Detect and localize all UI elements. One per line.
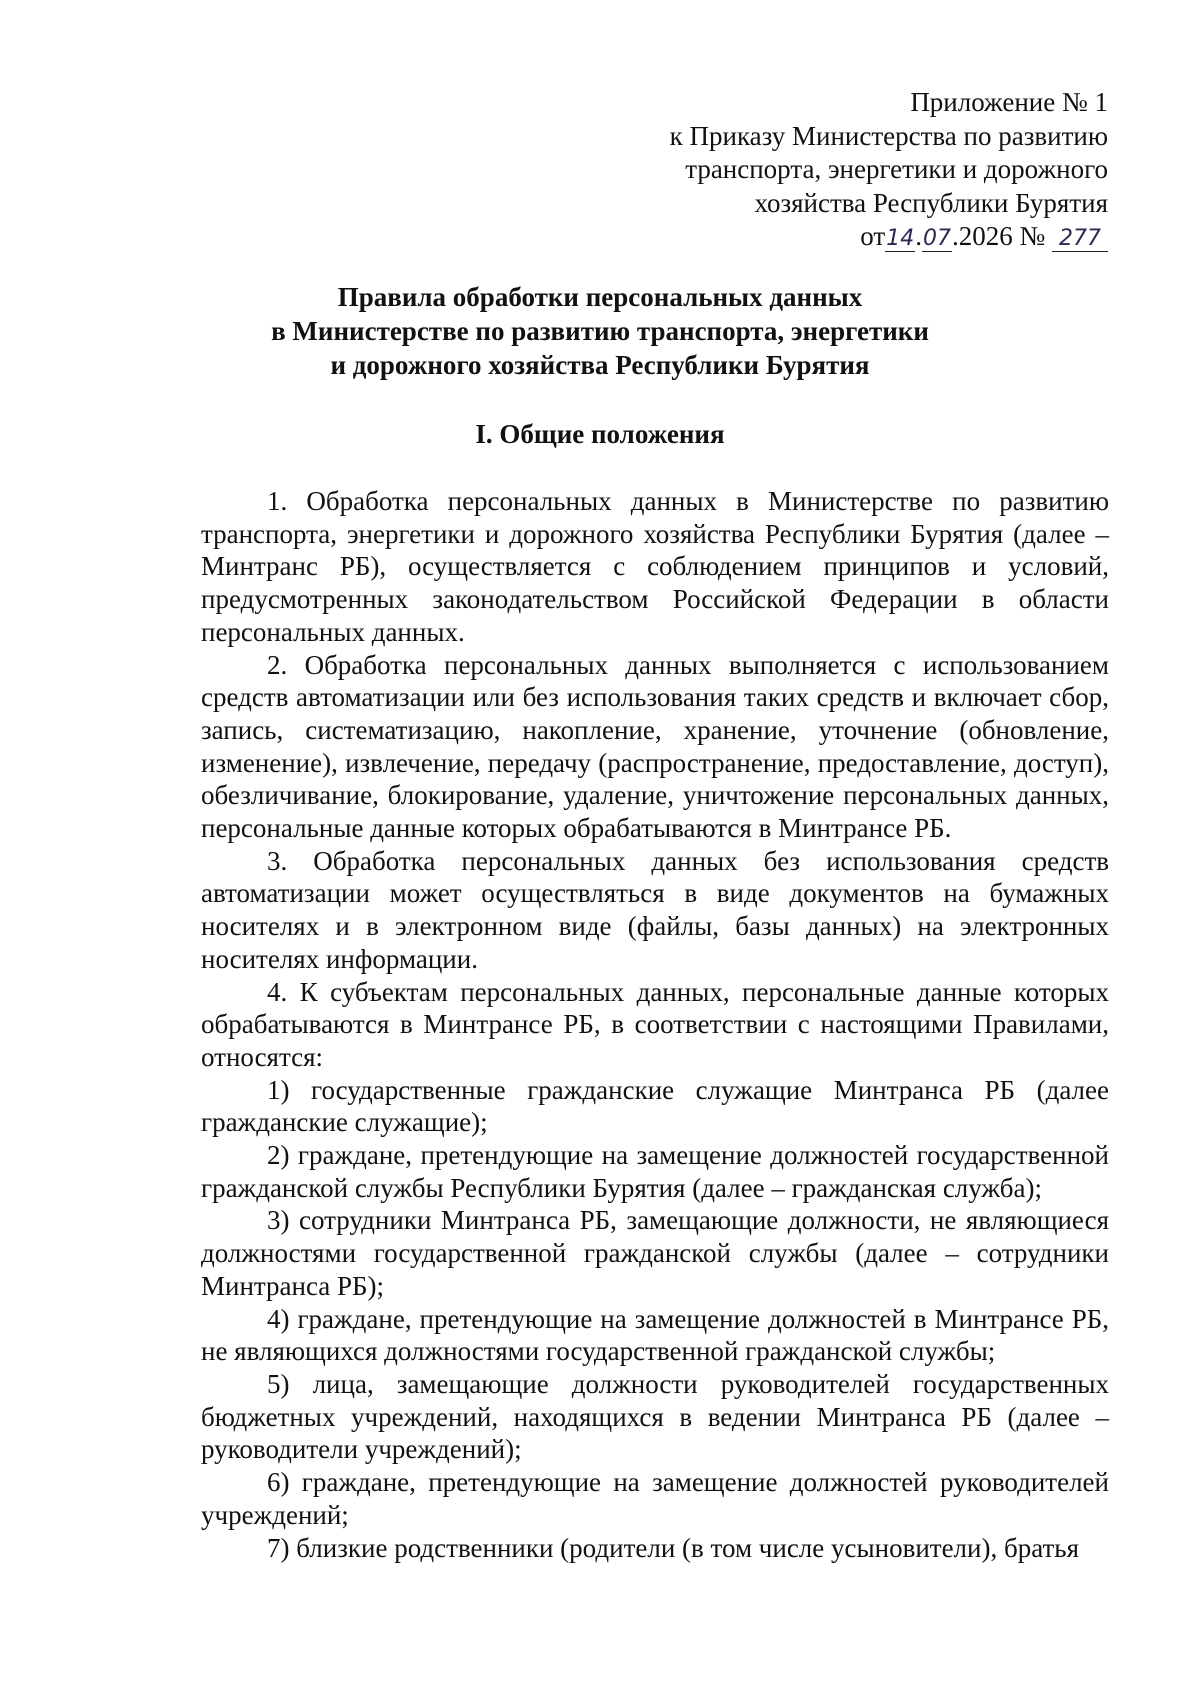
- title-line-1: Правила обработки персональных данных: [337, 282, 863, 312]
- paragraph-3: 3. Обработка персональных данных без использования средств автоматизации может осуществляться в виде документов на бумажных носителях и в электронном виде (файлы, базы данных) на электронных носителях информации.: [201, 845, 1109, 974]
- section-heading: I. Общие положения: [475, 419, 725, 449]
- paragraph-1: 1. Обработка персональных данных в Министерстве по развитию транспорта, энергетики и дорожного хозяйства Республики Бурятия (далее – Минтранс РБ), осуществляется с соблюдением принципов и условий, предусмотренных законодательством Российской Федерации в области персональных данных.: [201, 486, 1109, 647]
- document-title: [0, 280, 1200, 382]
- list-item-1: 1) государственные гражданские служащие Минтранса РБ (далее гражданские служащие);: [201, 1074, 1109, 1138]
- list-item-7: 7) близкие родственники (родители (в том числе усыновители), братья: [267, 1532, 1080, 1563]
- appendix-title: Приложение № 1: [910, 87, 1108, 117]
- appendix-block: [670, 86, 1108, 254]
- title-line-2: в Министерстве по развитию транспорта, энергетики: [271, 316, 929, 346]
- paragraph-2: 2. Обработка персональных данных выполняется с использованием средств автоматизации или без использования таких средств и включает сбор, запись, систематизацию, накопление, хранение, уточнение (обновление, изменение), извлечение, передачу (распространение, предоставление, доступ), обезличивание, блокирование, удаление, уничтожение персональных данных, персональные данные которых обрабатываются в Минтрансе РБ.: [201, 649, 1109, 844]
- document-body: [201, 485, 1109, 1564]
- appendix-republic-line: хозяйства Республики Бурятия: [754, 187, 1108, 218]
- list-item-3: 3) сотрудники Минтранса РБ, замещающие должности, не являющиеся должностями государственной гражданской службы (далее – сотрудники Минтранса РБ);: [201, 1205, 1109, 1301]
- date-prefix: от: [860, 221, 886, 251]
- paragraph-4: 4. К субъектам персональных данных, персональные данные которых обрабатываются в Минтрансе РБ, в соответствии с настоящими Правилами, относятся:: [201, 976, 1109, 1072]
- appendix-date-line: [670, 220, 1108, 254]
- appendix-order-ref: к Приказу Министерства по развитию: [669, 120, 1108, 151]
- list-item-5: 5) лица, замещающие должности руководителей государственных бюджетных учреждений, находящихся в ведении Минтранса РБ (далее – руководители учреждений);: [201, 1368, 1109, 1465]
- list-item-6: 6) граждане, претендующие на замещение должностей руководителей учреждений;: [201, 1467, 1109, 1530]
- date-separator: .: [915, 221, 922, 251]
- date-day-handwritten: 14: [886, 226, 915, 251]
- appendix-ministry-line: транспорта, энергетики и дорожного: [685, 154, 1108, 184]
- list-item-4: 4) граждане, претендующие на замещение должностей в Минтрансе РБ, не являющихся должностями государственной гражданской службы;: [201, 1303, 1109, 1367]
- list-item-2: 2) граждане, претендующие на замещение должностей государственной гражданской службы Республики Бурятия (далее – гражданская служба);: [201, 1140, 1109, 1203]
- order-number-handwritten: 277: [1052, 227, 1108, 252]
- title-line-3: и дорожного хозяйства Республики Бурятия: [330, 350, 870, 380]
- date-year: .2026 №: [951, 221, 1052, 251]
- date-month-handwritten: 07: [922, 226, 951, 251]
